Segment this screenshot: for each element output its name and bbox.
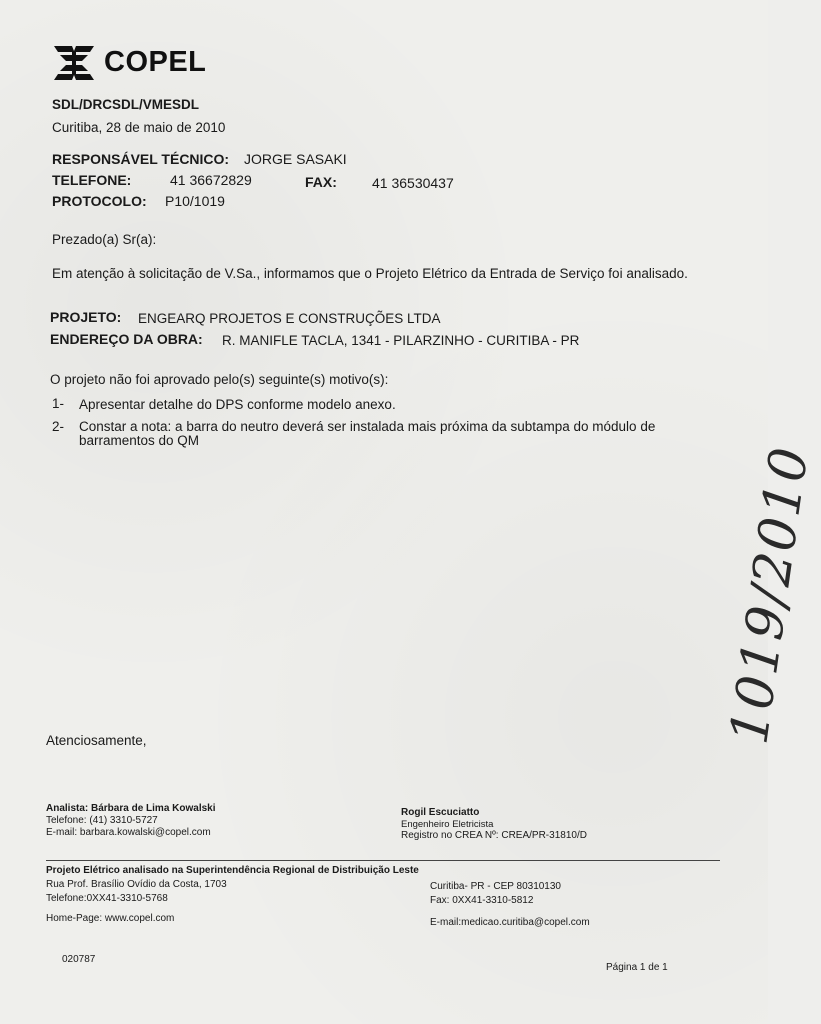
closing: Atenciosamente, bbox=[46, 733, 147, 748]
engineer-registry: Registro no CREA Nº: CREA/PR-31810/D bbox=[401, 830, 587, 841]
footer-address: Rua Prof. Brasílio Ovídio da Costa, 1703 bbox=[46, 879, 227, 890]
fax-value: 41 36530437 bbox=[372, 175, 454, 191]
analyst-email: E-mail: barbara.kowalski@copel.com bbox=[46, 827, 211, 838]
footer-fax: Fax: 0XX41-3310-5812 bbox=[430, 895, 534, 906]
engineer-title: Engenheiro Eletricista bbox=[401, 819, 494, 830]
footer-divider bbox=[46, 860, 720, 861]
engineer-name: Rogil Escuciatto bbox=[401, 807, 480, 818]
reason-number: 1- bbox=[52, 396, 65, 411]
reason-text: Constar a nota: a barra do neutro deverá ser instalada mais próxima da subtampa do módulo de barramentos do QM bbox=[79, 419, 656, 448]
footer-city: Curitiba- PR - CEP 80310130 bbox=[430, 881, 561, 892]
address-value: R. MANIFLE TACLA, 1341 - PILARZINHO - CURITIBA - PR bbox=[222, 333, 580, 348]
phone-label: TELEFONE: bbox=[52, 172, 132, 188]
handwritten-protocol-note: 1019/2010 bbox=[719, 442, 821, 748]
document-code: 020787 bbox=[62, 954, 96, 965]
project-value: ENGEARQ PROJETOS E CONSTRUÇÕES LTDA bbox=[138, 311, 441, 326]
letter-date: Curitiba, 28 de maio de 2010 bbox=[52, 120, 226, 135]
protocol-label: PROTOCOLO: bbox=[52, 193, 147, 209]
footer-homepage: Home-Page: www.copel.com bbox=[46, 913, 175, 924]
analyst-phone: Telefone: (41) 3310-5727 bbox=[46, 815, 158, 826]
footer-heading: Projeto Elétrico analisado na Superintendência Regional de Distribuição Leste bbox=[46, 865, 419, 876]
logo-wordmark: COPEL bbox=[104, 46, 207, 78]
footer-phone: Telefone:0XX41-3310-5768 bbox=[46, 893, 168, 904]
address-label: ENDEREÇO DA OBRA: bbox=[50, 331, 203, 347]
department-code: SDL/DRCSDL/VMESDL bbox=[52, 97, 200, 112]
phone-value: 41 36672829 bbox=[170, 172, 252, 188]
reason-text: Apresentar detalhe do DPS conforme modelo anexo. bbox=[79, 397, 396, 412]
resp-value: JORGE SASAKI bbox=[244, 151, 347, 167]
copel-logo-icon bbox=[52, 44, 96, 82]
resp-label: RESPONSÁVEL TÉCNICO: bbox=[52, 151, 230, 167]
protocol-value: P10/1019 bbox=[165, 193, 225, 209]
project-label: PROJETO: bbox=[50, 309, 122, 325]
analyst-name: Analista: Bárbara de Lima Kowalski bbox=[46, 803, 216, 814]
intro-paragraph: Em atenção à solicitação de V.Sa., informamos que o Projeto Elétrico da Entrada de Serviço foi analisado. bbox=[52, 266, 688, 281]
reasons-intro: O projeto não foi aprovado pelo(s) seguinte(s) motivo(s): bbox=[50, 372, 389, 387]
page-number: Página 1 de 1 bbox=[606, 962, 668, 973]
fax-label: FAX: bbox=[305, 174, 337, 190]
salutation: Prezado(a) Sr(a): bbox=[52, 232, 157, 247]
footer-email: E-mail:medicao.curitiba@copel.com bbox=[430, 917, 590, 928]
reason-number: 2- bbox=[52, 419, 65, 434]
